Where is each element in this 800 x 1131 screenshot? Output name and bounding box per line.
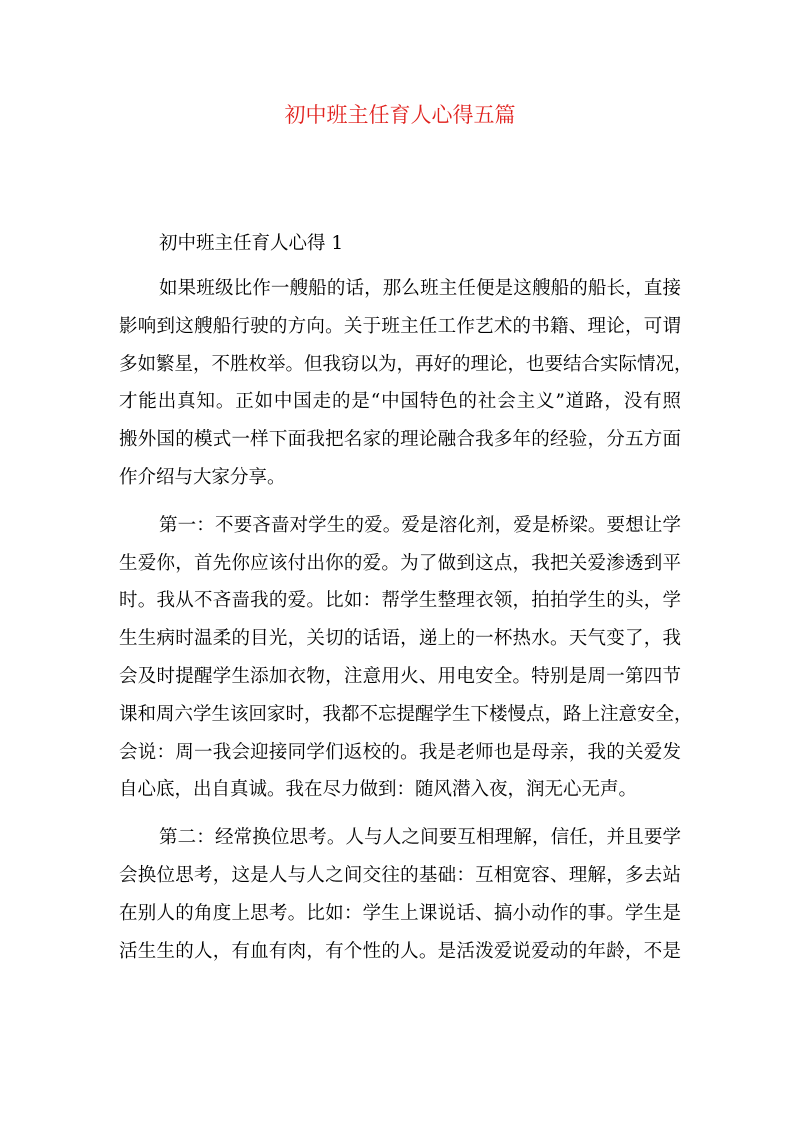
paragraph-3: [119, 819, 681, 970]
text-line: 搬外国的模式一样下面我把名家的理论融合我多年的经验，分五方面: [119, 429, 681, 451]
text-line: 活生生的人，有血有肉，有个性的人。是活泼爱说爱动的年龄，不是: [119, 940, 681, 962]
text-line: 生生病时温柔的目光，关切的话语，递上的一杯热水。天气变了，我: [119, 628, 681, 650]
text-line: 课和周六学生该回家时，我都不忘提醒学生下楼慢点，路上注意安全，: [119, 703, 693, 725]
paragraph-1: [119, 270, 693, 497]
text-line: 在别人的角度上思考。比如：学生上课说话、搞小动作的事。学生是: [119, 902, 681, 924]
document-title: 初中班主任育人心得五篇: [284, 103, 516, 127]
text-line: 会换位思考，这是人与人之间交往的基础：互相宽容、理解，多去站: [119, 864, 681, 886]
text-line: 多如繁星，不胜枚举。但我窃以为，再好的理论，也要结合实际情况，: [119, 353, 693, 375]
paragraph-2: [119, 507, 693, 809]
document-body: [119, 230, 693, 980]
text-line: 生爱你，首先你应该付出你的爱。为了做到这点，我把关爱渗透到平: [119, 552, 681, 574]
text-line: 第二：经常换位思考。人与人之间要互相理解，信任，并且要学: [159, 827, 681, 849]
section-heading: 初中班主任育人心得 1: [159, 233, 344, 254]
text-line: 时。我从不吝啬我的爱。比如：帮学生整理衣领，拍拍学生的头，学: [119, 590, 681, 612]
text-line: 会及时提醒学生添加衣物，注意用火、用电安全。特别是周一第四节: [119, 665, 681, 687]
text-line: 会说：周一我会迎接同学们返校的。我是老师也是母亲，我的关爱发: [119, 741, 681, 763]
text-line: 作介绍与大家分享。: [119, 466, 286, 488]
text-line: 自心底，出自真诚。我在尽力做到：随风潜入夜，润无心无声。: [119, 779, 638, 801]
text-line: 才能出真知。正如中国走的是“中国特色的社会主义”道路，没有照: [119, 391, 681, 413]
text-line: 如果班级比作一艘船的话，那么班主任便是这艘船的船长，直接: [159, 278, 681, 299]
text-line: 第一：不要吝啬对学生的爱。爱是溶化剂，爱是桥梁。要想让学: [159, 514, 681, 536]
text-line: 影响到这艘船行驶的方向。关于班主任工作艺术的书籍、理论，可谓: [119, 315, 681, 337]
